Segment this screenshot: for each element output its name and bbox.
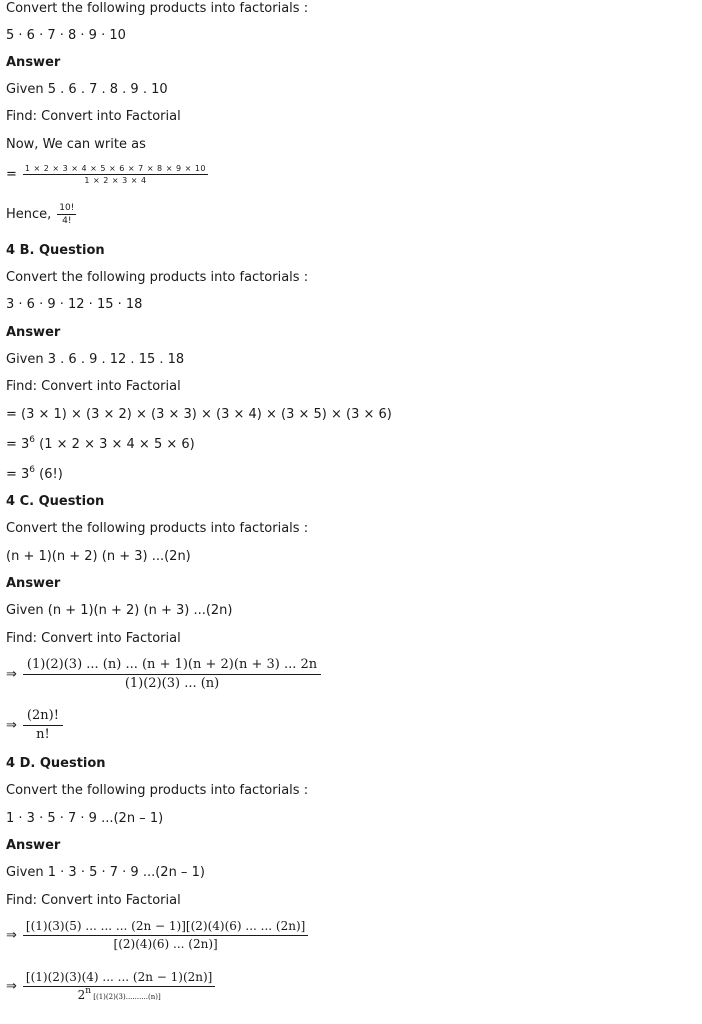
q4d-prompt: Convert the following products into factorials : (6, 783, 309, 798)
q4d-fraction-2-numerator: [(1)(2)(3)(4) ... ... (2n − 1)(2n)] (23, 970, 215, 987)
q4c-prompt: Convert the following products into factorials : (6, 521, 309, 536)
q4c-fraction-2 (6, 708, 63, 742)
q4d-given: Given 1 · 3 · 5 · 7 · 9 ...(2n – 1) (6, 865, 205, 880)
q4b-heading: 4 B. Question (6, 243, 105, 258)
implies-arrow-icon: ⇒ (6, 927, 17, 943)
q4c-fraction-1-numerator: (1)(2)(3) ... (n) ... (n + 1)(n + 2)(n + 3) ... 2n (23, 657, 321, 675)
q4a-fraction (6, 164, 208, 185)
q4b-given: Given 3 . 6 . 9 . 12 . 15 . 18 (6, 352, 185, 367)
q4a-fraction-denominator: 1 × 2 × 3 × 4 (84, 176, 147, 185)
q4a-find: Find: Convert into Factorial (6, 109, 181, 124)
q4a-hence-numerator: 10! (59, 203, 75, 213)
q4b-step-3: = $3^6$ (6!) (6, 465, 63, 482)
implies-arrow-icon: ⇒ (6, 978, 17, 994)
q4d-heading: 4 D. Question (6, 756, 106, 771)
implies-arrow-icon: ⇒ (6, 717, 17, 733)
q4b-expression: 3 · 6 · 9 · 12 · 15 · 18 (6, 297, 143, 312)
q4d-find: Find: Convert into Factorial (6, 893, 181, 908)
q4c-find: Find: Convert into Factorial (6, 631, 181, 646)
q4d-fraction-2-denominator: 2$^n$ [(1)(2)(3)..........(n)] (77, 986, 161, 1002)
q4a-fraction-numerator: 1 × 2 × 3 × 4 × 5 × 6 × 7 × 8 × 9 × 10 (24, 164, 206, 173)
q4a-equals: = (6, 167, 17, 182)
q4c-answer-label: Answer (6, 576, 61, 591)
q4a-hence (6, 203, 76, 226)
q4d-fraction-1-numerator: [(1)(3)(5) ... ... ... (2n − 1)][(2)(4)(6) ... ... (2n)] (23, 919, 308, 936)
q4a-prompt: Convert the following products into factorials : (6, 1, 309, 16)
implies-arrow-icon: ⇒ (6, 666, 17, 682)
q4d-fraction-1-denominator: [(2)(4)(6) ... (2n)] (113, 937, 218, 951)
q4b-step-1: = (3 × 1) × (3 × 2) × (3 × 3) × (3 × 4) × (3 × 5) × (3 × 6) (6, 407, 392, 422)
q4a-given: Given 5 . 6 . 7 . 8 . 9 . 10 (6, 82, 168, 97)
q4a-hence-label: Hence, (6, 207, 52, 222)
q4c-heading: 4 C. Question (6, 494, 105, 509)
q4a-hence-denominator: 4! (62, 216, 72, 226)
q4d-answer-label: Answer (6, 838, 61, 853)
q4c-fraction-2-denominator: n! (36, 727, 50, 742)
q4a-expression: 5 · 6 · 7 · 8 · 9 · 10 (6, 28, 126, 43)
q4a-answer-label: Answer (6, 55, 61, 70)
q4c-fraction-1 (6, 657, 321, 691)
q4b-prompt: Convert the following products into factorials : (6, 270, 309, 285)
q4c-given: Given (n + 1)(n + 2) (n + 3) ...(2n) (6, 603, 233, 618)
q4a-now: Now, We can write as (6, 137, 146, 152)
q4d-expression: 1 · 3 · 5 · 7 · 9 ...(2n – 1) (6, 811, 164, 826)
q4b-answer-label: Answer (6, 325, 61, 340)
q4c-expression: (n + 1)(n + 2) (n + 3) ...(2n) (6, 549, 191, 564)
q4b-step-2: = $3^6$ (1 × 2 × 3 × 4 × 5 × 6) (6, 435, 195, 452)
q4c-fraction-1-denominator: (1)(2)(3) ... (n) (124, 676, 220, 691)
q4d-fraction-1 (6, 919, 308, 951)
q4c-fraction-2-numerator: (2n)! (23, 708, 63, 726)
q4b-find: Find: Convert into Factorial (6, 379, 181, 394)
q4d-fraction-2 (6, 970, 215, 1002)
